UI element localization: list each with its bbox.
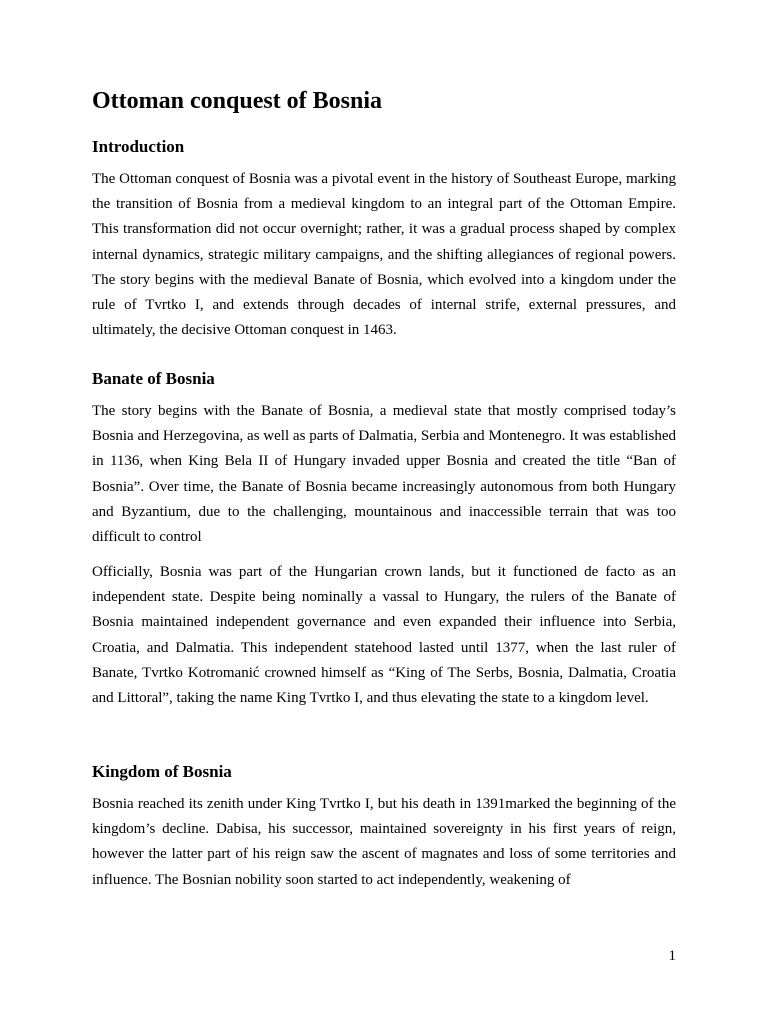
paragraph-banate-1: The story begins with the Banate of Bosnia, a medieval state that mostly comprised today’s Bosnia and Herzegovina, as well as parts of Dalmatia, Serbia and Montenegro. It was established in 1136, when King Bela II of Hungary invaded upper Bosnia and created the title “Ban of Bosnia”. Over time, the Banate of Bosnia became increasingly autonomous from both Hungary and Byzantium, due to the challenging, mountainous and inaccessible terrain that was too difficult to control — [92, 403, 676, 546]
paragraph-introduction: The Ottoman conquest of Bosnia was a pivotal event in the history of Southeast Europe, marking the transition of Bosnia from a medieval kingdom to an integral part of the Ottoman Empire. This transformation did not occur overnight; rather, it was a gradual process shaped by complex internal dynamics, strategic military campaigns, and the shifting allegiances of regional powers. The story begins with the medieval Banate of Bosnia, which evolved into a kingdom under the rule of Tvrtko I, and extends through decades of internal strife, external pressures, and ultimately, the decisive Ottoman conquest in 1463. — [92, 171, 676, 339]
section-heading-kingdom: Kingdom of Bosnia — [92, 762, 232, 781]
document-title: Ottoman conquest of Bosnia — [92, 88, 383, 114]
section-heading-introduction: Introduction — [92, 137, 185, 156]
paragraph-kingdom: Bosnia reached its zenith under King Tvrtko I, but his death in 1391marked the beginning of the kingdom’s decline. Dabisa, his successor, maintained sovereignty in his first years of reign, however the latter part of his reign saw the ascent of magnates and loss of some territories and influence. The Bosnian nobility soon started to act independently, weakening of — [92, 796, 676, 888]
paragraph-banate-2: Officially, Bosnia was part of the Hungarian crown lands, but it functioned de facto as an independent state. Despite being nominally a vassal to Hungary, the rulers of the Banate of Bosnia maintained independent governance and even expanded their influence into Serbia, Croatia, and Dalmatia. This independent statehood lasted until 1377, when the last ruler of Banate, Tvrtko Kotromanić crowned himself as “King of The Serbs, Bosnia, Dalmatia, Croatia and Littoral”, taking the name King Tvrtko I, and thus elevating the state to a kingdom level. — [92, 564, 676, 707]
section-heading-banate: Banate of Bosnia — [92, 369, 215, 388]
page-number: 1 — [668, 948, 676, 964]
